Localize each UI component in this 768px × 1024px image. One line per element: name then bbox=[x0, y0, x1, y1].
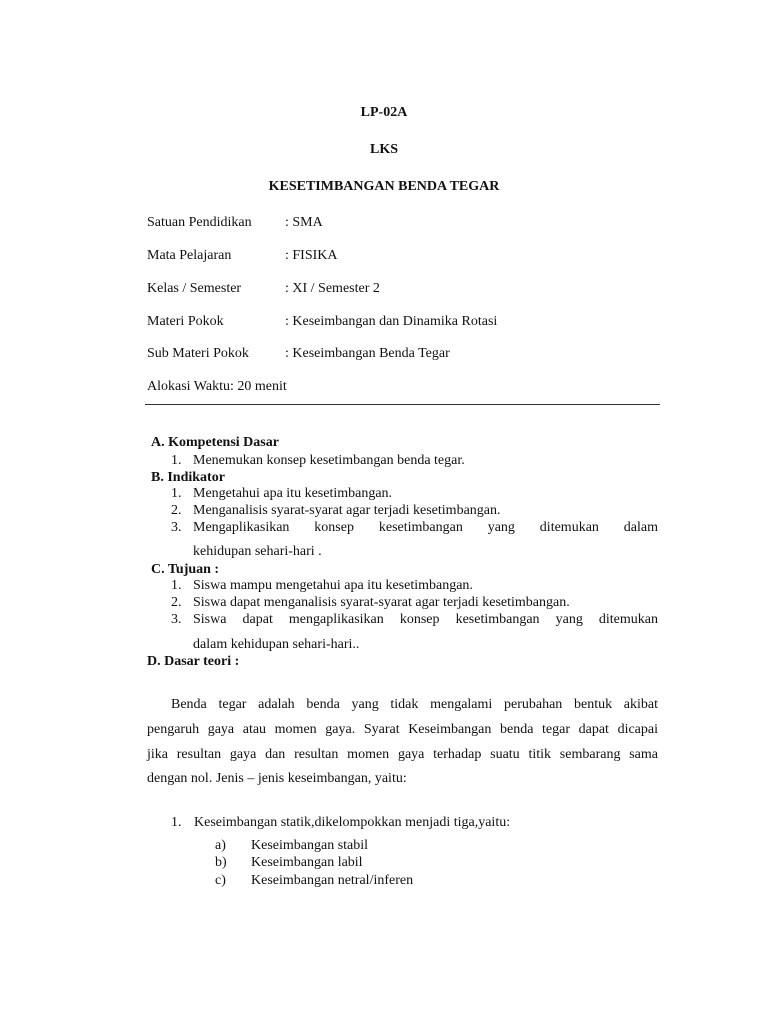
section-heading: A. Kompetensi Dasar bbox=[151, 435, 279, 450]
list-number: 1. bbox=[171, 578, 182, 593]
meta-value: : SMA bbox=[285, 215, 323, 230]
list-number: 1. bbox=[171, 815, 182, 830]
section-heading: B. Indikator bbox=[151, 470, 225, 485]
section-heading: C. Tujuan : bbox=[151, 562, 220, 577]
meta-value: : XI / Semester 2 bbox=[285, 281, 380, 296]
paragraph-line: dengan nol. Jenis – jenis keseimbangan, yaitu: bbox=[147, 771, 407, 786]
list-item: Menganalisis syarat-syarat agar terjadi kesetimbangan. bbox=[193, 503, 501, 518]
meta-label: Kelas / Semester bbox=[147, 281, 242, 296]
meta-label: Mata Pelajaran bbox=[147, 248, 232, 263]
paragraph-line: Benda tegar adalah benda yang tidak mengalami perubahan bentuk akibat bbox=[171, 697, 658, 712]
meta-label: Satuan Pendidikan bbox=[147, 215, 252, 230]
list-number: 2. bbox=[171, 595, 182, 610]
meta-label: Sub Materi Pokok bbox=[147, 346, 249, 361]
divider bbox=[145, 404, 660, 405]
alokasi-waktu: Alokasi Waktu: 20 menit bbox=[147, 379, 287, 394]
document-type: LKS bbox=[369, 142, 398, 157]
list-item: Siswa mampu mengetahui apa itu kesetimbangan. bbox=[193, 578, 473, 593]
list-number: 1. bbox=[171, 486, 182, 501]
section-heading: D. Dasar teori : bbox=[147, 654, 240, 669]
list-item: Siswa dapat menganalisis syarat-syarat agar terjadi kesetimbangan. bbox=[193, 595, 570, 610]
list-number: 2. bbox=[171, 503, 182, 518]
sublist-item: Keseimbangan stabil bbox=[251, 838, 369, 853]
list-number: 3. bbox=[171, 520, 182, 535]
sublist-marker: a) bbox=[215, 838, 226, 853]
list-item: Mengaplikasikan konsep kesetimbangan yang ditemukan dalam bbox=[193, 520, 658, 535]
meta-label: Materi Pokok bbox=[147, 314, 224, 329]
sublist-item: Keseimbangan netral/inferen bbox=[251, 873, 414, 888]
list-item: Mengetahui apa itu kesetimbangan. bbox=[193, 486, 393, 501]
list-item: Menemukan konsep kesetimbangan benda tegar. bbox=[193, 453, 465, 468]
list-item: Siswa dapat mengaplikasikan konsep kesetimbangan yang ditemukan bbox=[193, 612, 658, 627]
list-item-continued: kehidupan sehari-hari . bbox=[193, 544, 322, 559]
sublist-marker: c) bbox=[215, 873, 226, 888]
list-number: 3. bbox=[171, 612, 182, 627]
list-number: 1. bbox=[171, 453, 182, 468]
document-title: KESETIMBANGAN BENDA TEGAR bbox=[268, 179, 500, 194]
paragraph-line: jika resultan gaya dan resultan momen gaya terhadap suatu titik sembarang sama bbox=[147, 747, 658, 762]
list-item-continued: dalam kehidupan sehari-hari.. bbox=[193, 637, 360, 652]
sublist-item: Keseimbangan labil bbox=[251, 855, 363, 870]
document-code: LP-02A bbox=[360, 105, 408, 120]
list-item: Keseimbangan statik,dikelompokkan menjadi tiga,yaitu: bbox=[194, 815, 511, 830]
sublist-marker: b) bbox=[215, 855, 227, 870]
meta-value: : Keseimbangan dan Dinamika Rotasi bbox=[285, 314, 498, 329]
meta-value: : Keseimbangan Benda Tegar bbox=[285, 346, 450, 361]
meta-value: : FISIKA bbox=[285, 248, 338, 263]
paragraph-line: pengaruh gaya atau momen gaya. Syarat Keseimbangan benda tegar dapat dicapai bbox=[147, 722, 658, 737]
